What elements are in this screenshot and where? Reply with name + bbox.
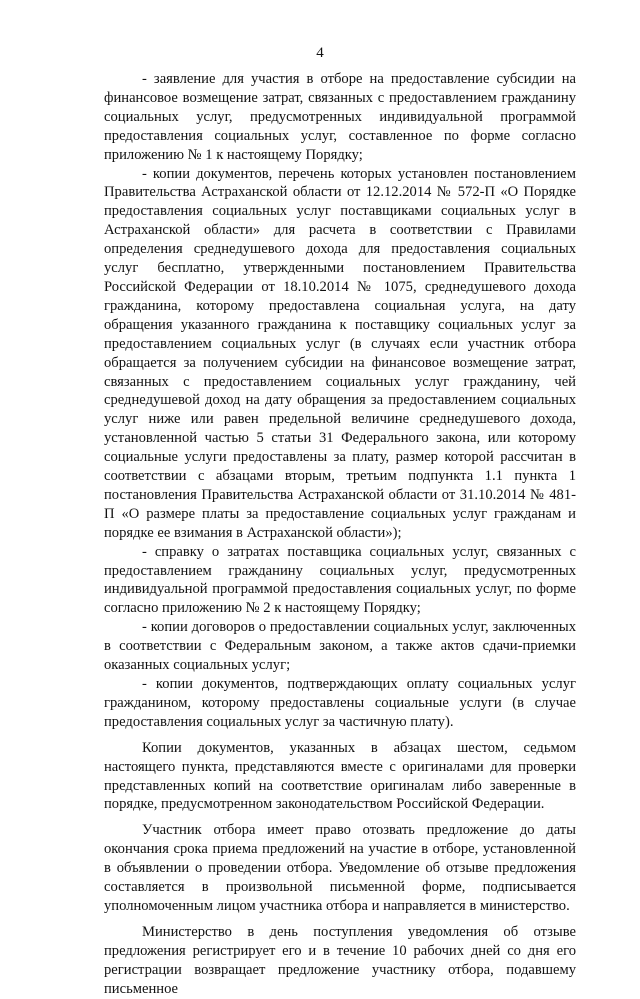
paragraph-withdrawal-registration: Министерство в день поступления уведомления об отзыве предложения регистрирует его и в течение 10 рабочих дней со дня его регистрации возвращает предложение участнику отбора, подавшему письменное xyxy=(104,923,576,997)
paragraph-contract-copies: - копии договоров о предоставлении социальных услуг, заключенных в соответствии с Федеральным законом, а также актов сдачи-приемки оказанных социальных услуг; xyxy=(104,619,576,674)
body-text xyxy=(104,70,576,999)
paragraph-cost-certificate: - справку о затратах поставщика социальных услуг, связанных с предоставлением гражданину социальных услуг, предусмотренных индивидуальной программой предоставления социальных услуг, по форме согласно приложению № 2 к настоящему Порядку; xyxy=(104,543,576,617)
paragraph-copies-verification: Копии документов, указанных в абзацах шестом, седьмом настоящего пункта, представляются вместе с оригиналами для проверки представленных копий на соответствие оригиналам либо заверенные в порядке, предусмотренном законодательством Российской Федерации. xyxy=(104,739,576,813)
paragraph-application: - заявление для участия в отборе на предоставление субсидии на финансовое возмещение затрат, связанных с предоставлением гражданину социальных услуг, предусмотренных индивидуальной программой предоставления социальных услуг, составленное по форме согласно приложению № 1 к настоящему Порядку; xyxy=(104,71,576,163)
paragraph-payment-copies: - копии документов, подтверждающих оплату социальных услуг гражданином, которому предоставлены социальные услуги (в случае предоставления социальных услуг за частичную плату). xyxy=(104,676,576,730)
paragraph-withdrawal-right: Участник отбора имеет право отозвать предложение до даты окончания срока приема предложений на участие в отборе, установленной в объявлении о проведении отбора. Уведомление об отзыве предложения составляется в произвольной письменной форме, подписывается уполномоченным лицом участника отбора и направляется в министерство. xyxy=(104,822,576,914)
paragraph-document-copies: - копии документов, перечень которых установлен постановлением Правительства Астраханской области от 12.12.2014 № 572-П «О Порядке предоставления социальных услуг поставщиками социальных услуг в Астраханской области» для расчета в соответствии с Правилами определения среднедушевого дохода для предоставления социальных услуг бесплатно, утвержденными постановлением Правительства Российской Федерации от 18.10.2014 № 1075, среднедушевого дохода гражданина, которому предоставлена социальная услуга, на дату обращения указанного гражданина к поставщику социальных услуг за предоставлением социальных услуг (в случаях если участник отбора обращается за получением субсидии на финансовое возмещение затрат, связанных с предоставлением социальных услуг гражданину, чей среднедушевой доход на дату обращения за предоставлением социальных услуг ниже или равен предельной величине среднедушевого дохода, установленной частью 5 статьи 31 Федерального закона, или которому социальные услуги предоставлены за плату, размер которой рассчитан в соответствии с абзацами вторым, третьим подпункта 1.1 пункта 1 постановления Правительства Астраханской области от 31.10.2014 № 481-П «О размере платы за предоставление социальных услуг гражданам и порядке ее взимания в Астраханской области»); xyxy=(104,165,576,541)
page-number: 4 xyxy=(316,45,324,61)
